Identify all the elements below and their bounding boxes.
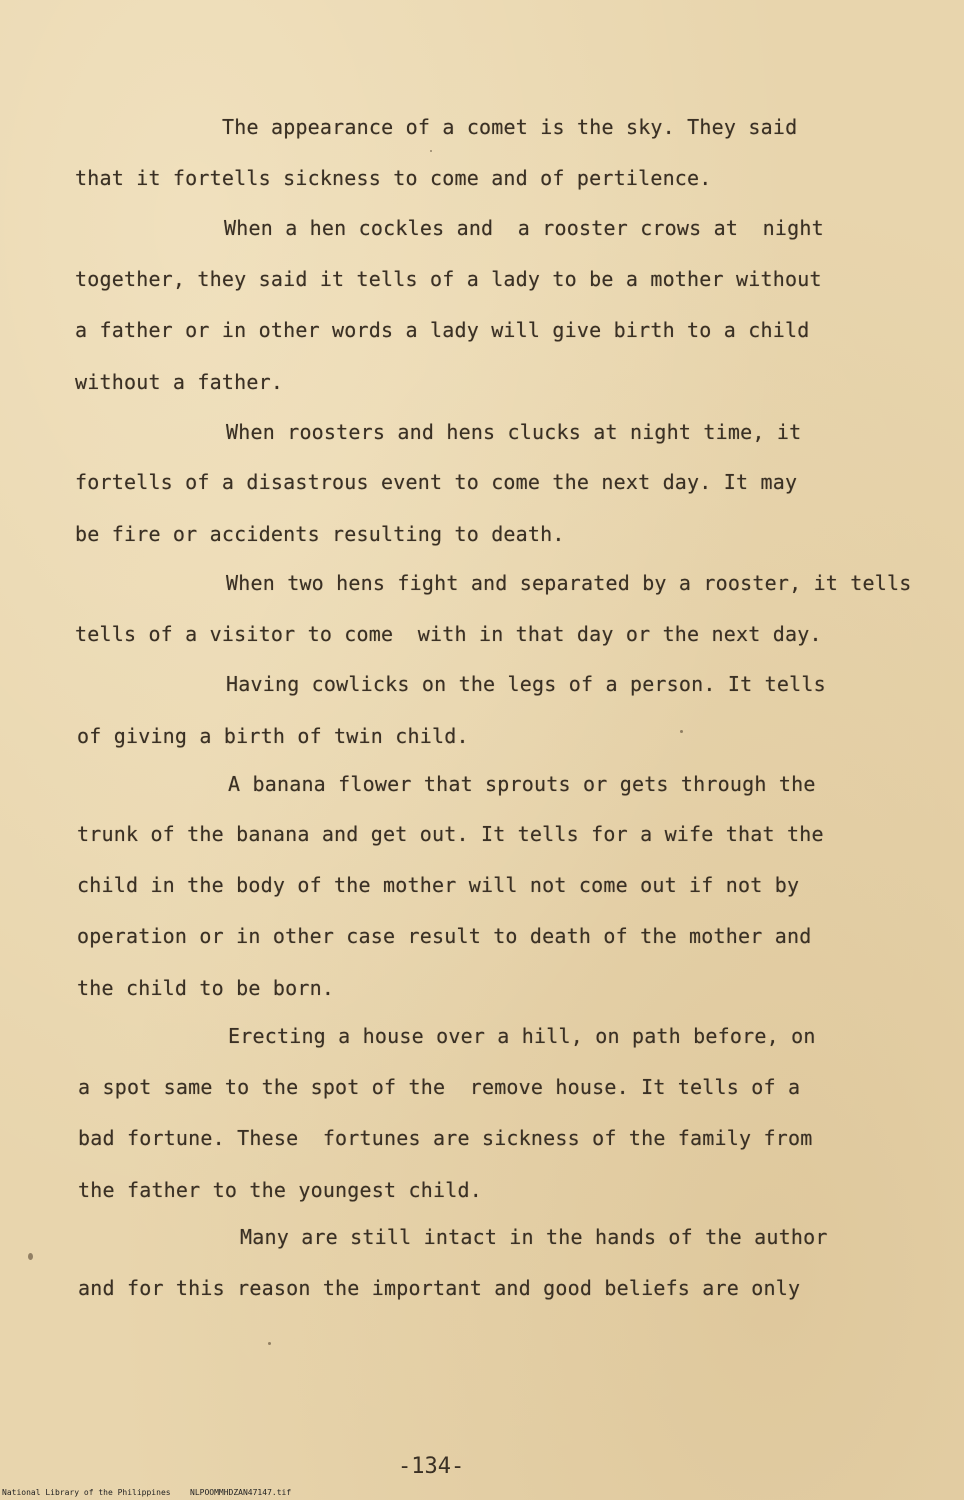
text-line-1: The appearance of a comet is the sky. They said <box>222 115 798 139</box>
text-line-12: Having cowlicks on the legs of a person. It tells <box>226 672 826 696</box>
text-line-21: bad fortune. These fortunes are sickness of the family from <box>78 1126 813 1150</box>
page-number: -134- <box>398 1454 465 1479</box>
text-line-19: Erecting a house over a hill, on path before, on <box>228 1024 816 1048</box>
text-line-20: a spot same to the spot of the remove house. It tells of a <box>78 1075 801 1099</box>
text-line-23: Many are still intact in the hands of the author <box>240 1225 828 1249</box>
text-line-11: tells of a visitor to come with in that day or the next day. <box>75 622 822 646</box>
text-line-13: of giving a birth of twin child. <box>77 724 469 748</box>
text-line-22: the father to the youngest child. <box>78 1178 482 1202</box>
ink-speck <box>680 730 683 733</box>
text-line-9: be fire or accidents resulting to death. <box>75 522 565 546</box>
text-line-2: that it fortells sickness to come and of pertilence. <box>75 166 712 190</box>
text-line-6: without a father. <box>75 370 284 394</box>
text-line-3: When a hen cockles and a rooster crows at night <box>224 216 824 240</box>
footer-library-label: National Library of the Philippines <box>2 1488 171 1497</box>
text-line-17: operation or in other case result to death of the mother and <box>77 924 812 948</box>
text-line-5: a father or in other words a lady will give birth to a child <box>75 318 810 342</box>
text-line-4: together, they said it tells of a lady to be a mother without <box>75 267 822 291</box>
ink-speck <box>28 1253 33 1260</box>
text-line-16: child in the body of the mother will not come out if not by <box>77 873 800 897</box>
text-line-24: and for this reason the important and good beliefs are only <box>78 1276 801 1300</box>
text-line-10: When two hens fight and separated by a rooster, it tells <box>226 571 912 595</box>
ink-speck <box>430 150 432 152</box>
footer-file-id: NLPOOMMHDZAN47147.tif <box>190 1488 292 1497</box>
text-line-18: the child to be born. <box>77 976 335 1000</box>
text-line-7: When roosters and hens clucks at night time, it <box>226 420 802 444</box>
text-line-8: fortells of a disastrous event to come the next day. It may <box>75 470 798 494</box>
text-line-15: trunk of the banana and get out. It tells for a wife that the <box>77 822 824 846</box>
ink-speck <box>268 1342 271 1345</box>
text-line-14: A banana flower that sprouts or gets through the <box>228 772 816 796</box>
